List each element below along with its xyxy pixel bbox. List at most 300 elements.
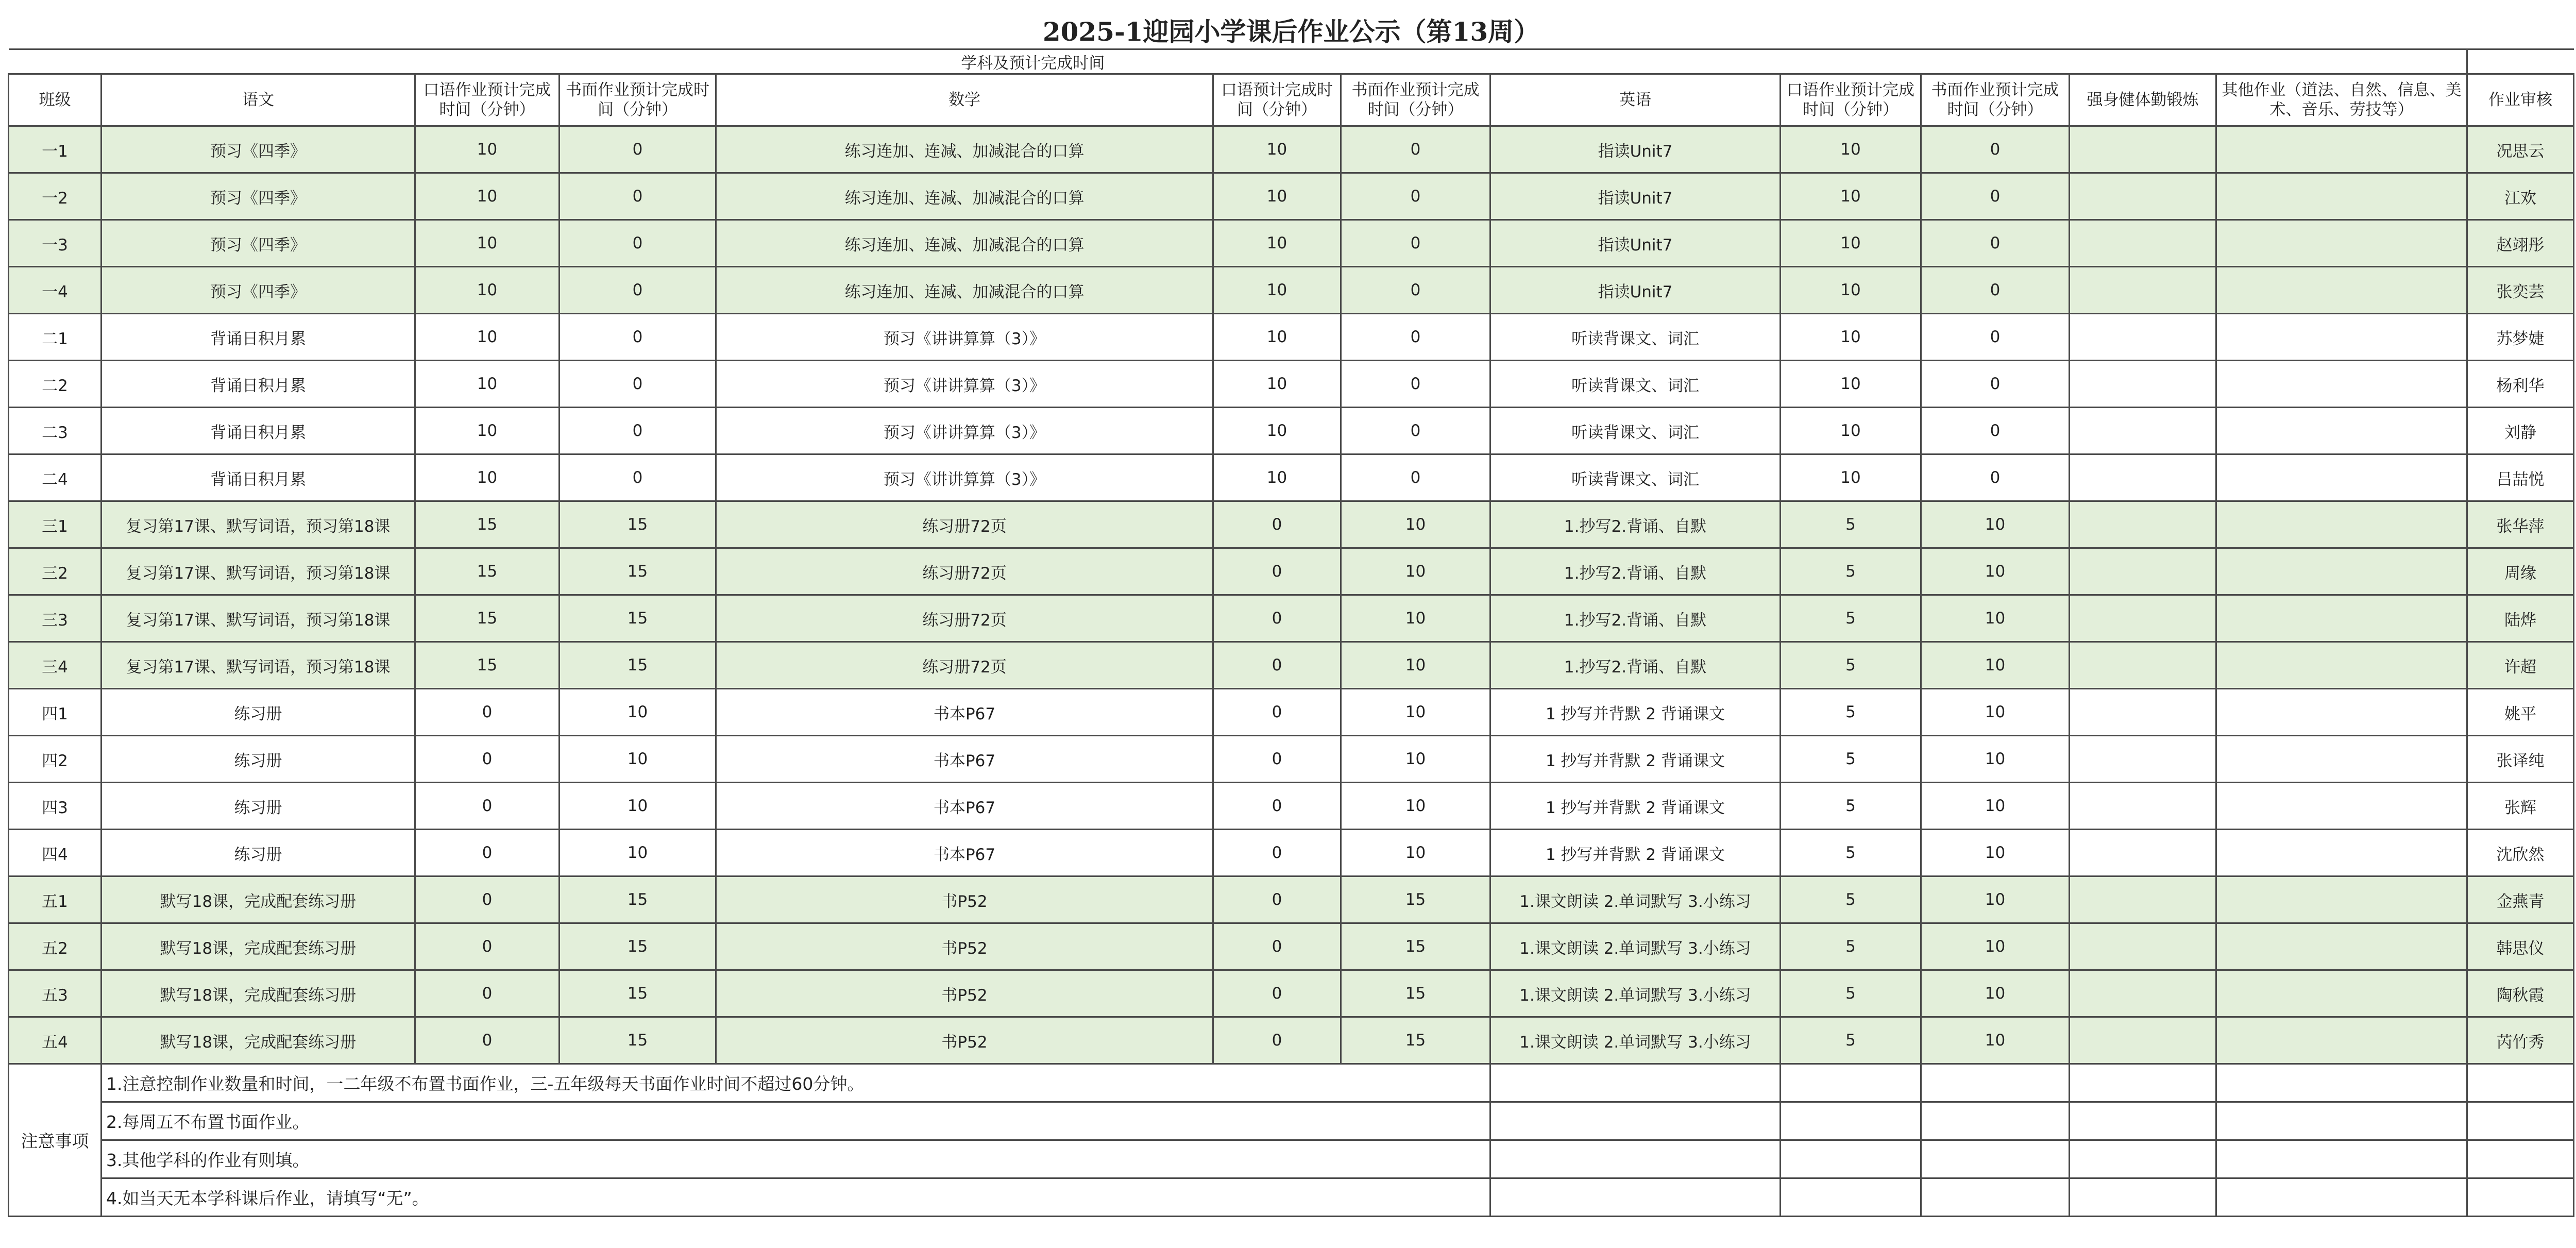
reviewer-cell[interactable]: 江欢 [2467,173,2574,220]
english-cell[interactable]: 1.课文朗读 2.单词默写 3.小练习 [1490,876,1781,923]
english-oral-time-cell[interactable]: 10 [1781,361,1921,408]
other-cell[interactable] [2216,548,2467,595]
chinese-cell[interactable]: 练习册 [101,736,415,783]
english-written-time-cell[interactable]: 10 [1921,783,2070,830]
chinese-cell[interactable]: 复习第17课、默写词语，预习第18课 [101,595,415,642]
other-cell[interactable] [2216,173,2467,220]
note-empty-cell[interactable] [2216,1178,2467,1217]
math-cell[interactable]: 预习《讲讲算算（3）》 [716,314,1213,361]
english-cell[interactable]: 听读背课文、词汇 [1490,454,1781,501]
math-written-time-cell[interactable]: 10 [1341,689,1490,736]
math-cell[interactable]: 书本P67 [716,783,1213,830]
header-english-oral-time: 口语作业预计完成时间（分钟） [1781,74,1921,126]
note-empty-cell[interactable] [1921,1102,2070,1140]
other-cell[interactable] [2216,923,2467,970]
math-cell[interactable]: 书P52 [716,876,1213,923]
math-written-time-cell[interactable]: 10 [1341,783,1490,830]
exercise-cell[interactable] [2070,454,2216,501]
english-oral-time-cell[interactable]: 5 [1781,689,1921,736]
english-oral-time-cell[interactable]: 10 [1781,173,1921,220]
chinese-written-time-cell[interactable]: 15 [560,642,716,689]
math-oral-time-cell[interactable]: 0 [1213,1017,1341,1064]
reviewer-cell[interactable]: 张辉 [2467,783,2574,830]
math-written-time-cell[interactable]: 0 [1341,454,1490,501]
header-row [9,74,2574,126]
other-cell[interactable] [2216,361,2467,408]
english-oral-time-cell[interactable]: 5 [1781,501,1921,548]
math-written-time-cell[interactable]: 0 [1341,408,1490,454]
reviewer-cell[interactable]: 赵翊彤 [2467,220,2574,267]
math-cell[interactable]: 练习册72页 [716,642,1213,689]
reviewer-cell[interactable]: 张译纯 [2467,736,2574,783]
chinese-oral-time-cell[interactable]: 0 [415,689,560,736]
note-empty-cell[interactable] [1921,1140,2070,1178]
math-cell[interactable]: 书本P67 [716,830,1213,876]
english-oral-time-cell[interactable]: 10 [1781,314,1921,361]
chinese-written-time-cell[interactable]: 10 [560,830,716,876]
english-cell[interactable]: 1.课文朗读 2.单词默写 3.小练习 [1490,1017,1781,1064]
note-empty-cell[interactable] [1490,1064,1781,1102]
reviewer-cell[interactable]: 芮竹秀 [2467,1017,2574,1064]
math-oral-time-cell[interactable]: 10 [1213,126,1341,173]
chinese-written-time-cell[interactable]: 0 [560,314,716,361]
chinese-cell[interactable]: 背诵日积月累 [101,408,415,454]
chinese-cell[interactable]: 预习《四季》 [101,126,415,173]
reviewer-cell[interactable]: 姚平 [2467,689,2574,736]
chinese-oral-time-cell[interactable]: 10 [415,454,560,501]
reviewer-cell[interactable]: 况思云 [2467,126,2574,173]
english-oral-time-cell[interactable]: 5 [1781,642,1921,689]
exercise-cell[interactable] [2070,1017,2216,1064]
note-empty-cell[interactable] [2467,1140,2574,1178]
notes-row [9,1064,2574,1102]
class-cell[interactable]: 一4 [9,267,101,314]
class-cell[interactable]: 三4 [9,642,101,689]
math-oral-time-cell[interactable]: 0 [1213,876,1341,923]
english-written-time-cell[interactable]: 10 [1921,642,2070,689]
math-oral-time-cell[interactable]: 10 [1213,220,1341,267]
english-written-time-cell[interactable]: 0 [1921,408,2070,454]
table-row [9,126,2574,173]
english-written-time-cell[interactable]: 0 [1921,454,2070,501]
english-written-time-cell[interactable]: 10 [1921,548,2070,595]
math-cell[interactable]: 书本P67 [716,736,1213,783]
math-cell[interactable]: 练习连加、连减、加减混合的口算 [716,267,1213,314]
math-written-time-cell[interactable]: 10 [1341,642,1490,689]
note-empty-cell[interactable] [1490,1178,1781,1217]
chinese-cell[interactable]: 练习册 [101,783,415,830]
english-cell[interactable]: 指读Unit7 [1490,126,1781,173]
reviewer-cell[interactable]: 陆烨 [2467,595,2574,642]
other-cell[interactable] [2216,595,2467,642]
header-english: 英语 [1490,74,1781,126]
chinese-written-time-cell[interactable]: 15 [560,1017,716,1064]
header-review: 作业审核 [2467,74,2574,126]
english-written-time-cell[interactable]: 0 [1921,173,2070,220]
chinese-cell[interactable]: 背诵日积月累 [101,361,415,408]
english-written-time-cell[interactable]: 0 [1921,267,2070,314]
math-cell[interactable]: 练习连加、连减、加减混合的口算 [716,126,1213,173]
note-empty-cell[interactable] [2467,1102,2574,1140]
note-empty-cell[interactable] [1921,1064,2070,1102]
english-written-time-cell[interactable]: 10 [1921,923,2070,970]
math-written-time-cell[interactable]: 15 [1341,876,1490,923]
class-cell[interactable]: 五3 [9,970,101,1017]
english-written-time-cell[interactable]: 0 [1921,314,2070,361]
chinese-written-time-cell[interactable]: 10 [560,689,716,736]
chinese-oral-time-cell[interactable]: 0 [415,830,560,876]
exercise-cell[interactable] [2070,783,2216,830]
english-oral-time-cell[interactable]: 5 [1781,595,1921,642]
reviewer-cell[interactable]: 苏梦婕 [2467,314,2574,361]
chinese-oral-time-cell[interactable]: 10 [415,126,560,173]
class-cell[interactable]: 一1 [9,126,101,173]
reviewer-cell[interactable]: 周缘 [2467,548,2574,595]
header-chinese-oral-time: 口语作业预计完成时间（分钟） [415,74,560,126]
math-oral-time-cell[interactable]: 0 [1213,642,1341,689]
chinese-oral-time-cell[interactable]: 10 [415,361,560,408]
chinese-cell[interactable]: 复习第17课、默写词语，预习第18课 [101,642,415,689]
english-written-time-cell[interactable]: 10 [1921,689,2070,736]
chinese-cell[interactable]: 默写18课，完成配套练习册 [101,923,415,970]
english-oral-time-cell[interactable]: 10 [1781,454,1921,501]
class-cell[interactable]: 五2 [9,923,101,970]
chinese-oral-time-cell[interactable]: 0 [415,923,560,970]
math-written-time-cell[interactable]: 10 [1341,830,1490,876]
math-oral-time-cell[interactable]: 0 [1213,595,1341,642]
subtitle: 学科及预计完成时间 [961,54,1105,73]
exercise-cell[interactable] [2070,876,2216,923]
exercise-cell[interactable] [2070,830,2216,876]
note-empty-cell[interactable] [1781,1140,1921,1178]
math-oral-time-cell[interactable]: 10 [1213,173,1341,220]
header-other: 其他作业（道法、自然、信息、美术、音乐、劳技等） [2216,74,2467,126]
math-written-time-cell[interactable]: 0 [1341,126,1490,173]
math-cell[interactable]: 预习《讲讲算算（3）》 [716,408,1213,454]
exercise-cell[interactable] [2070,408,2216,454]
note-empty-cell[interactable] [1490,1102,1781,1140]
chinese-written-time-cell[interactable]: 15 [560,970,716,1017]
exercise-cell[interactable] [2070,642,2216,689]
english-oral-time-cell[interactable]: 5 [1781,783,1921,830]
class-cell[interactable]: 四4 [9,830,101,876]
chinese-written-time-cell[interactable]: 0 [560,454,716,501]
note-empty-cell[interactable] [2070,1064,2216,1102]
math-cell[interactable]: 练习册72页 [716,501,1213,548]
english-written-time-cell[interactable]: 0 [1921,361,2070,408]
english-cell[interactable]: 1 抄写并背默 2 背诵课文 [1490,783,1781,830]
chinese-cell[interactable]: 背诵日积月累 [101,454,415,501]
reviewer-cell[interactable]: 许超 [2467,642,2574,689]
english-written-time-cell[interactable]: 10 [1921,501,2070,548]
english-cell[interactable]: 1.抄写2.背诵、自默 [1490,642,1781,689]
chinese-cell[interactable]: 默写18课，完成配套练习册 [101,1017,415,1064]
chinese-written-time-cell[interactable]: 15 [560,923,716,970]
class-cell[interactable]: 三2 [9,548,101,595]
reviewer-cell[interactable]: 金燕青 [2467,876,2574,923]
english-oral-time-cell[interactable]: 5 [1781,923,1921,970]
math-cell[interactable]: 练习连加、连减、加减混合的口算 [716,220,1213,267]
math-written-time-cell[interactable]: 0 [1341,314,1490,361]
math-cell[interactable]: 练习连加、连减、加减混合的口算 [716,173,1213,220]
english-cell[interactable]: 1 抄写并背默 2 背诵课文 [1490,736,1781,783]
chinese-cell[interactable]: 预习《四季》 [101,267,415,314]
english-cell[interactable]: 1.抄写2.背诵、自默 [1490,548,1781,595]
math-written-time-cell[interactable]: 15 [1341,923,1490,970]
english-oral-time-cell[interactable]: 10 [1781,267,1921,314]
math-oral-time-cell[interactable]: 0 [1213,736,1341,783]
math-cell[interactable]: 练习册72页 [716,595,1213,642]
english-written-time-cell[interactable]: 10 [1921,876,2070,923]
class-cell[interactable]: 五1 [9,876,101,923]
note-empty-cell[interactable] [2216,1102,2467,1140]
english-oral-time-cell[interactable]: 5 [1781,1017,1921,1064]
chinese-oral-time-cell[interactable]: 15 [415,595,560,642]
english-written-time-cell[interactable]: 10 [1921,970,2070,1017]
math-cell[interactable]: 书P52 [716,923,1213,970]
reviewer-cell[interactable]: 韩思仪 [2467,923,2574,970]
chinese-written-time-cell[interactable]: 0 [560,126,716,173]
english-cell[interactable]: 1.课文朗读 2.单词默写 3.小练习 [1490,970,1781,1017]
other-cell[interactable] [2216,408,2467,454]
chinese-cell[interactable]: 练习册 [101,830,415,876]
other-cell[interactable] [2216,501,2467,548]
chinese-cell[interactable]: 默写18课，完成配套练习册 [101,970,415,1017]
chinese-written-time-cell[interactable]: 0 [560,173,716,220]
english-oral-time-cell[interactable]: 5 [1781,736,1921,783]
other-cell[interactable] [2216,689,2467,736]
note-empty-cell[interactable] [1921,1178,2070,1217]
class-cell[interactable]: 四2 [9,736,101,783]
exercise-cell[interactable] [2070,126,2216,173]
other-cell[interactable] [2216,1017,2467,1064]
math-oral-time-cell[interactable]: 0 [1213,923,1341,970]
exercise-cell[interactable] [2070,689,2216,736]
math-written-time-cell[interactable]: 10 [1341,595,1490,642]
english-oral-time-cell[interactable]: 5 [1781,970,1921,1017]
english-written-time-cell[interactable]: 0 [1921,220,2070,267]
chinese-oral-time-cell[interactable]: 10 [415,314,560,361]
other-cell[interactable] [2216,267,2467,314]
other-cell[interactable] [2216,830,2467,876]
math-oral-time-cell[interactable]: 10 [1213,267,1341,314]
chinese-written-time-cell[interactable]: 10 [560,736,716,783]
note-empty-cell[interactable] [2216,1064,2467,1102]
note-empty-cell[interactable] [2070,1102,2216,1140]
class-cell[interactable]: 二4 [9,454,101,501]
math-cell[interactable]: 书P52 [716,1017,1213,1064]
note-empty-cell[interactable] [1781,1064,1921,1102]
other-cell[interactable] [2216,126,2467,173]
exercise-cell[interactable] [2070,314,2216,361]
english-oral-time-cell[interactable]: 10 [1781,126,1921,173]
chinese-written-time-cell[interactable]: 15 [560,548,716,595]
chinese-oral-time-cell[interactable]: 10 [415,173,560,220]
exercise-cell[interactable] [2070,501,2216,548]
note-empty-cell[interactable] [2467,1064,2574,1102]
exercise-cell[interactable] [2070,736,2216,783]
exercise-cell[interactable] [2070,970,2216,1017]
chinese-oral-time-cell[interactable]: 15 [415,642,560,689]
other-cell[interactable] [2216,454,2467,501]
chinese-oral-time-cell[interactable]: 0 [415,876,560,923]
english-cell[interactable]: 1 抄写并背默 2 背诵课文 [1490,689,1781,736]
english-cell[interactable]: 听读背课文、词汇 [1490,408,1781,454]
exercise-cell[interactable] [2070,267,2216,314]
class-cell[interactable]: 二1 [9,314,101,361]
math-cell[interactable]: 书P52 [716,970,1213,1017]
exercise-cell[interactable] [2070,361,2216,408]
math-oral-time-cell[interactable]: 0 [1213,689,1341,736]
english-cell[interactable]: 1.抄写2.背诵、自默 [1490,595,1781,642]
note-empty-cell[interactable] [2070,1140,2216,1178]
note-text: 4.如当天无本学科课后作业，请填写“无”。 [101,1178,1490,1217]
reviewer-cell[interactable]: 杨利华 [2467,361,2574,408]
exercise-cell[interactable] [2070,595,2216,642]
other-cell[interactable] [2216,783,2467,830]
chinese-oral-time-cell[interactable]: 0 [415,736,560,783]
chinese-written-time-cell[interactable]: 0 [560,361,716,408]
chinese-written-time-cell[interactable]: 0 [560,220,716,267]
math-oral-time-cell[interactable]: 0 [1213,830,1341,876]
math-written-time-cell[interactable]: 15 [1341,970,1490,1017]
math-cell[interactable]: 书本P67 [716,689,1213,736]
class-cell[interactable]: 五4 [9,1017,101,1064]
math-oral-time-cell[interactable]: 0 [1213,970,1341,1017]
other-cell[interactable] [2216,970,2467,1017]
reviewer-cell[interactable]: 张奕芸 [2467,267,2574,314]
note-empty-cell[interactable] [2216,1140,2467,1178]
chinese-cell[interactable]: 练习册 [101,689,415,736]
math-oral-time-cell[interactable]: 10 [1213,361,1341,408]
reviewer-cell[interactable]: 张华萍 [2467,501,2574,548]
other-cell[interactable] [2216,314,2467,361]
note-empty-cell[interactable] [1781,1178,1921,1217]
math-cell[interactable]: 练习册72页 [716,548,1213,595]
table-row [9,314,2574,361]
class-cell[interactable]: 四1 [9,689,101,736]
header-chinese-written-time: 书面作业预计完成时间（分钟） [560,74,716,126]
chinese-cell[interactable]: 预习《四季》 [101,220,415,267]
note-empty-cell[interactable] [2070,1178,2216,1217]
exercise-cell[interactable] [2070,923,2216,970]
chinese-cell[interactable]: 复习第17课、默写词语，预习第18课 [101,501,415,548]
other-cell[interactable] [2216,220,2467,267]
chinese-cell[interactable]: 背诵日积月累 [101,314,415,361]
english-cell[interactable]: 听读背课文、词汇 [1490,314,1781,361]
english-oral-time-cell[interactable]: 5 [1781,876,1921,923]
english-written-time-cell[interactable]: 10 [1921,1017,2070,1064]
class-cell[interactable]: 四3 [9,783,101,830]
math-oral-time-cell[interactable]: 0 [1213,548,1341,595]
math-oral-time-cell[interactable]: 0 [1213,783,1341,830]
math-written-time-cell[interactable]: 10 [1341,548,1490,595]
chinese-oral-time-cell[interactable]: 0 [415,1017,560,1064]
class-cell[interactable]: 二3 [9,408,101,454]
math-written-time-cell[interactable]: 0 [1341,220,1490,267]
note-empty-cell[interactable] [1490,1140,1781,1178]
english-oral-time-cell[interactable]: 5 [1781,548,1921,595]
note-empty-cell[interactable] [2467,1178,2574,1217]
english-written-time-cell[interactable]: 10 [1921,736,2070,783]
english-cell[interactable]: 听读背课文、词汇 [1490,361,1781,408]
exercise-cell[interactable] [2070,220,2216,267]
exercise-cell[interactable] [2070,548,2216,595]
table-row [9,923,2574,970]
english-cell[interactable]: 指读Unit7 [1490,173,1781,220]
math-oral-time-cell[interactable]: 10 [1213,408,1341,454]
math-cell[interactable]: 预习《讲讲算算（3）》 [716,454,1213,501]
reviewer-cell[interactable]: 吕喆悦 [2467,454,2574,501]
reviewer-cell[interactable]: 刘静 [2467,408,2574,454]
english-cell[interactable]: 指读Unit7 [1490,267,1781,314]
english-oral-time-cell[interactable]: 10 [1781,408,1921,454]
chinese-oral-time-cell[interactable]: 15 [415,548,560,595]
other-cell[interactable] [2216,876,2467,923]
english-cell[interactable]: 1.抄写2.背诵、自默 [1490,501,1781,548]
english-cell[interactable]: 指读Unit7 [1490,220,1781,267]
reviewer-cell[interactable]: 沈欣然 [2467,830,2574,876]
math-written-time-cell[interactable]: 0 [1341,173,1490,220]
english-oral-time-cell[interactable]: 5 [1781,830,1921,876]
english-written-time-cell[interactable]: 0 [1921,126,2070,173]
math-written-time-cell[interactable]: 10 [1341,736,1490,783]
class-cell[interactable]: 一3 [9,220,101,267]
chinese-oral-time-cell[interactable]: 10 [415,267,560,314]
table-row [9,173,2574,220]
chinese-written-time-cell[interactable]: 15 [560,501,716,548]
math-written-time-cell[interactable]: 0 [1341,267,1490,314]
chinese-cell[interactable]: 默写18课，完成配套练习册 [101,876,415,923]
header-class: 班级 [9,74,101,126]
english-written-time-cell[interactable]: 10 [1921,595,2070,642]
english-cell[interactable]: 1 抄写并背默 2 背诵课文 [1490,830,1781,876]
english-written-time-cell[interactable]: 10 [1921,830,2070,876]
chinese-written-time-cell[interactable]: 15 [560,876,716,923]
chinese-written-time-cell[interactable]: 15 [560,595,716,642]
chinese-cell[interactable]: 预习《四季》 [101,173,415,220]
exercise-cell[interactable] [2070,173,2216,220]
math-written-time-cell[interactable]: 0 [1341,361,1490,408]
chinese-oral-time-cell[interactable]: 0 [415,783,560,830]
chinese-oral-time-cell[interactable]: 10 [415,220,560,267]
class-cell[interactable]: 一2 [9,173,101,220]
english-oral-time-cell[interactable]: 10 [1781,220,1921,267]
chinese-oral-time-cell[interactable]: 0 [415,970,560,1017]
chinese-written-time-cell[interactable]: 0 [560,408,716,454]
chinese-cell[interactable]: 复习第17课、默写词语，预习第18课 [101,548,415,595]
chinese-written-time-cell[interactable]: 10 [560,783,716,830]
note-empty-cell[interactable] [1781,1102,1921,1140]
other-cell[interactable] [2216,736,2467,783]
class-cell[interactable]: 二2 [9,361,101,408]
math-oral-time-cell[interactable]: 10 [1213,454,1341,501]
math-oral-time-cell[interactable]: 0 [1213,501,1341,548]
class-cell[interactable]: 三1 [9,501,101,548]
math-oral-time-cell[interactable]: 10 [1213,314,1341,361]
english-cell[interactable]: 1.课文朗读 2.单词默写 3.小练习 [1490,923,1781,970]
sheet-title: 2025-1迎园小学课后作业公示（第13周） [9,11,2574,49]
math-cell[interactable]: 预习《讲讲算算（3）》 [716,361,1213,408]
class-cell[interactable]: 三3 [9,595,101,642]
reviewer-cell[interactable]: 陶秋霞 [2467,970,2574,1017]
chinese-written-time-cell[interactable]: 0 [560,267,716,314]
chinese-oral-time-cell[interactable]: 15 [415,501,560,548]
math-written-time-cell[interactable]: 15 [1341,1017,1490,1064]
other-cell[interactable] [2216,642,2467,689]
math-written-time-cell[interactable]: 10 [1341,501,1490,548]
chinese-oral-time-cell[interactable]: 10 [415,408,560,454]
